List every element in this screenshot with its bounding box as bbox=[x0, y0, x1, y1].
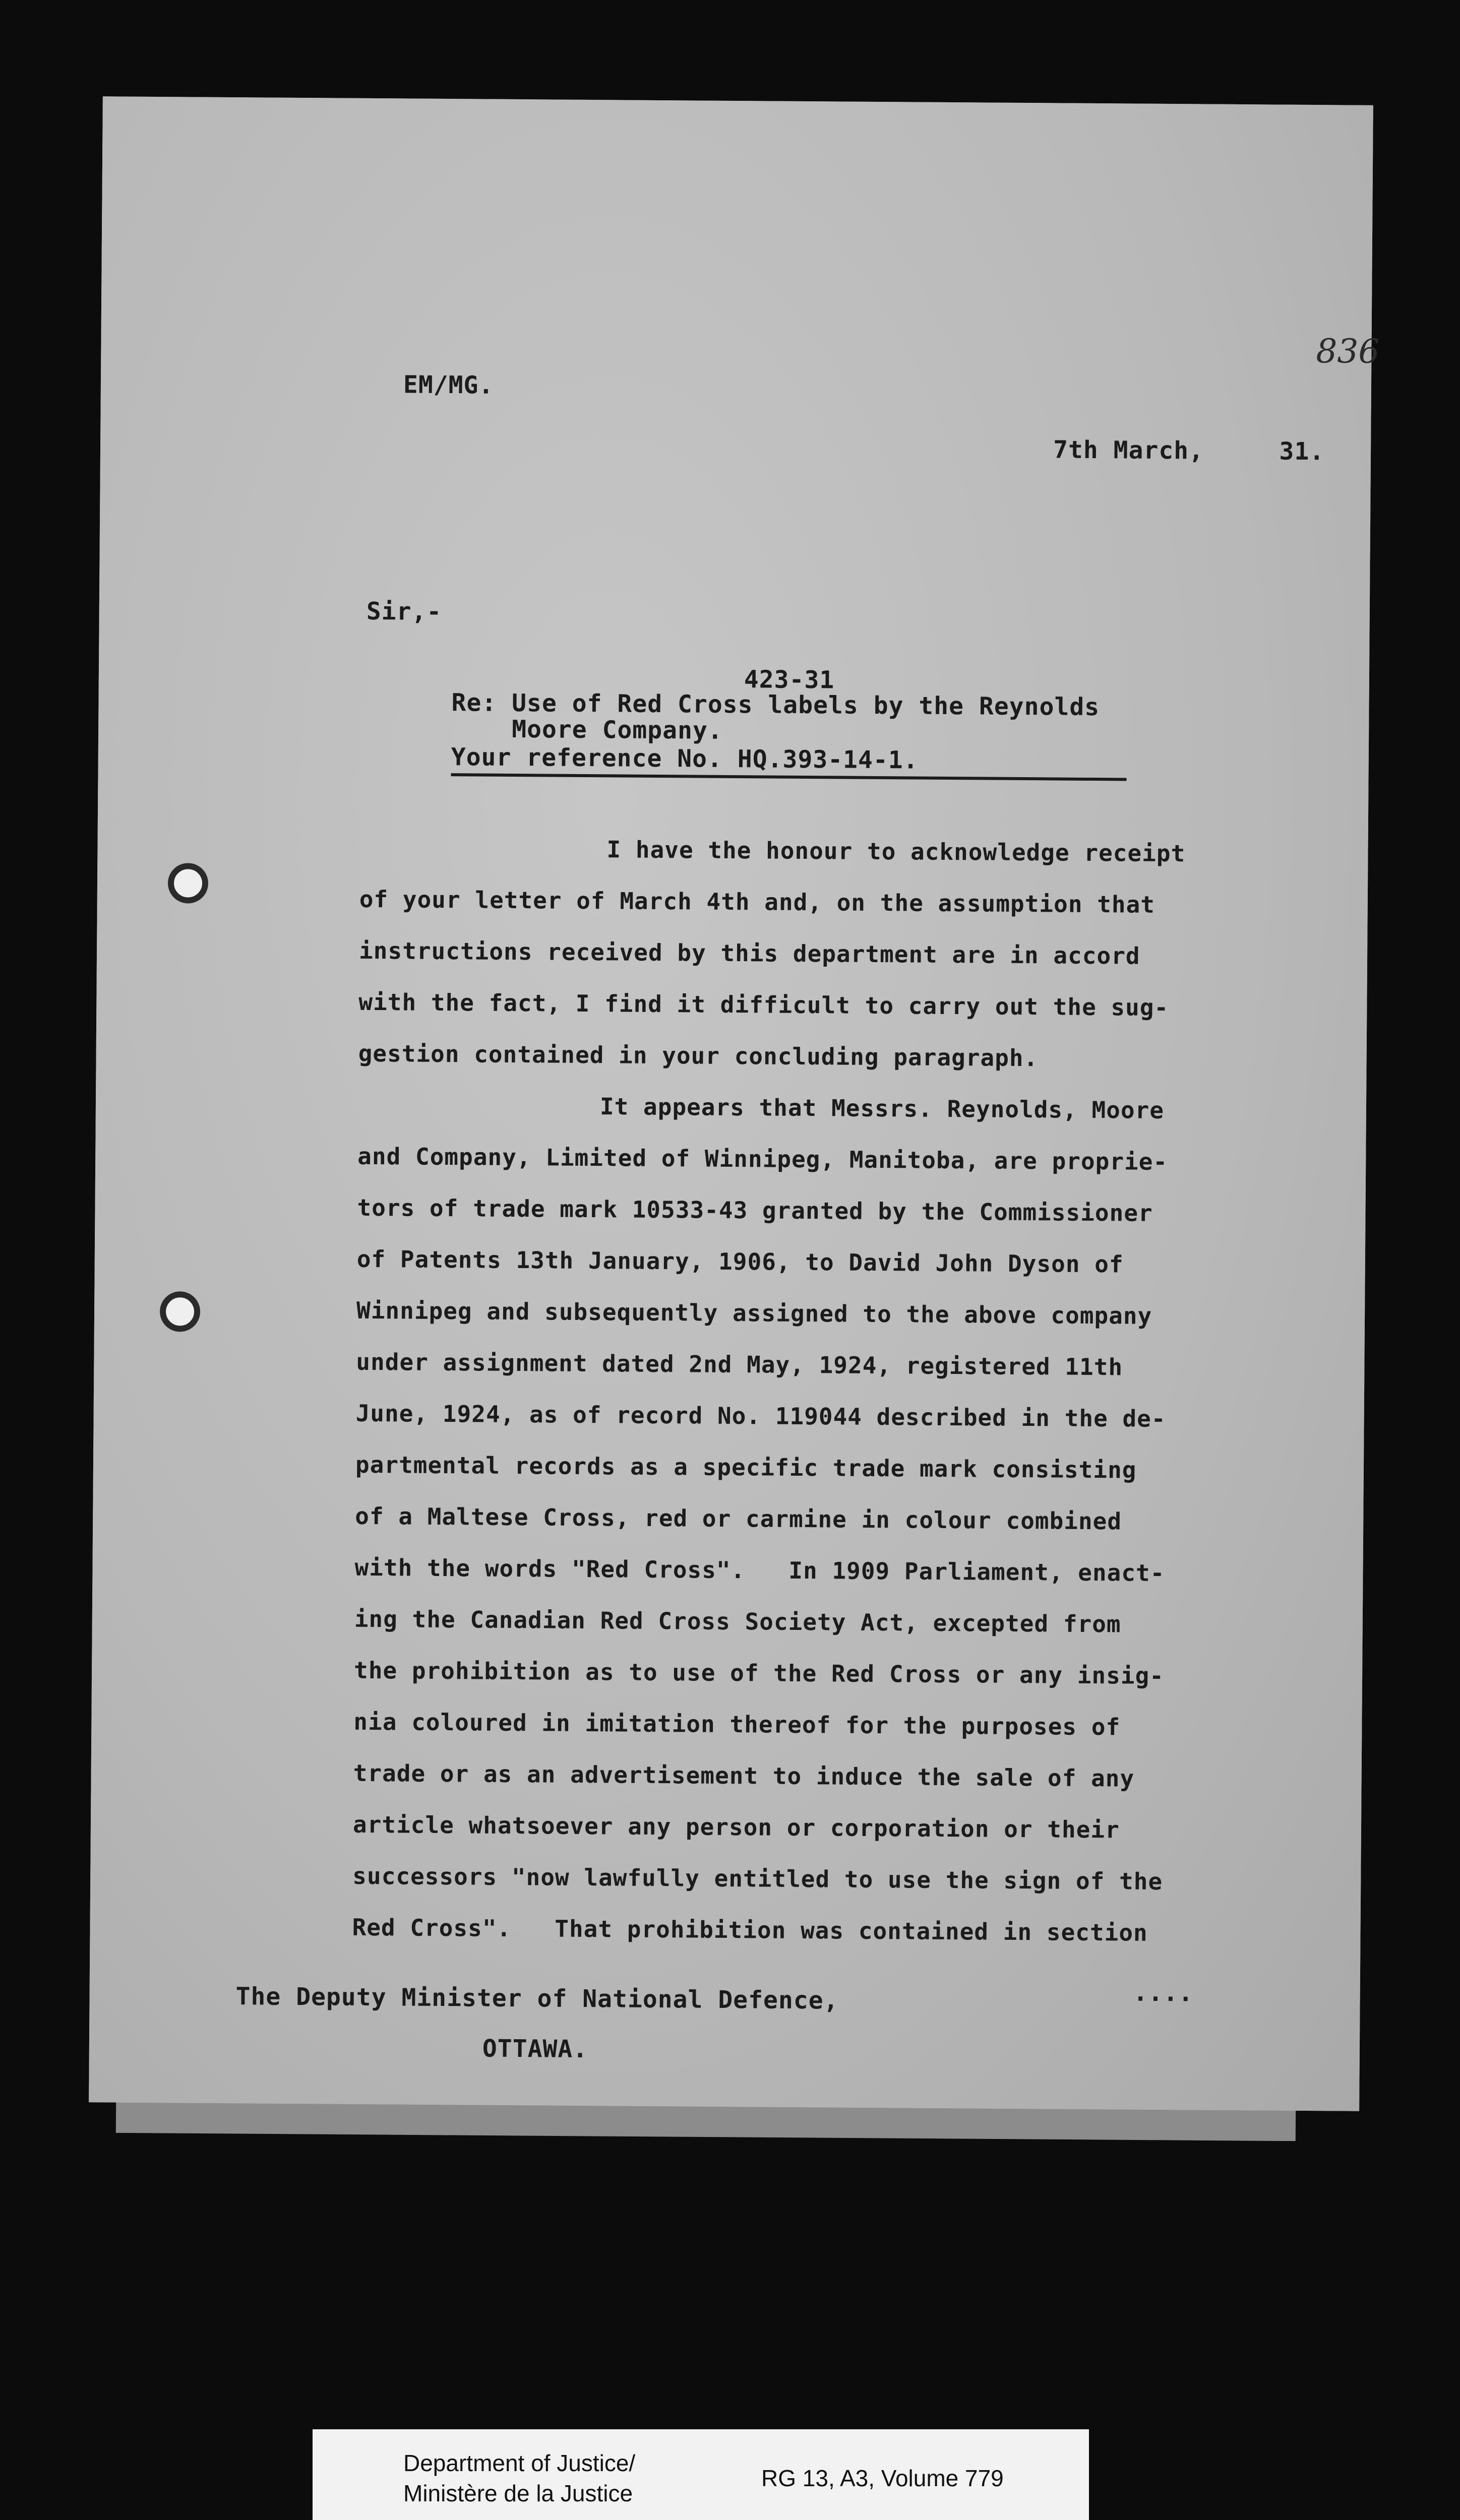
salutation: Sir,- bbox=[366, 597, 442, 626]
body-line: under assignment dated 2nd May, 1924, registered 11th bbox=[356, 1348, 1123, 1381]
addressee-line-1: The Deputy Minister of National Defence, bbox=[235, 1982, 839, 2015]
body-line: with the words "Red Cross". In 1909 Parliament, enact- bbox=[354, 1553, 1165, 1587]
subject-line-3: Your reference No. HQ.393-14-1. bbox=[451, 743, 919, 775]
body-line: Red Cross". That prohibition was contained in section bbox=[352, 1913, 1148, 1946]
punch-hole-bottom bbox=[160, 1291, 201, 1332]
body-line: the prohibition as to use of the Red Cross or any insig- bbox=[353, 1656, 1165, 1690]
letter-date: 7th March, 31. bbox=[1053, 435, 1325, 466]
body-line: with the fact, I find it difficult to carry out the sug- bbox=[358, 988, 1169, 1022]
department-line-1: Department of Justice/ bbox=[403, 2450, 636, 2476]
body-line: I have the honour to acknowledge receipt bbox=[606, 836, 1186, 867]
continuation-marker: .... bbox=[1133, 1978, 1194, 2007]
body-line: article whatsoever any person or corporation or their bbox=[352, 1810, 1120, 1844]
archive-reference-label bbox=[313, 2429, 1089, 2520]
letter-page bbox=[89, 96, 1380, 2111]
body-line: nia coloured in imitation thereof for the purposes of bbox=[353, 1708, 1121, 1741]
body-line: trade or as an advertisement to induce the sale of any bbox=[353, 1759, 1135, 1792]
addressee-line-2: OTTAWA. bbox=[482, 2034, 588, 2064]
body-line: It appears that Messrs. Reynolds, Moore bbox=[599, 1093, 1165, 1124]
body-line: successors "now lawfully entitled to use the sign of the bbox=[352, 1862, 1163, 1896]
department-line-2: Ministère de la Justice bbox=[403, 2480, 633, 2506]
file-number: 423-31 bbox=[744, 665, 835, 695]
subject-line-2: Moore Company. bbox=[511, 715, 723, 745]
punch-hole-top bbox=[168, 863, 209, 904]
subject-line-1: Re: Use of Red Cross labels by the Reynolds bbox=[451, 688, 1100, 722]
body-line: of your letter of March 4th and, on the assumption that bbox=[359, 885, 1155, 918]
body-line: tors of trade mark 10533-43 granted by the Commissioner bbox=[357, 1193, 1153, 1227]
body-line: instructions received by this department are in accord bbox=[358, 936, 1140, 970]
body-line: of Patents 13th January, 1906, to David John Dyson of bbox=[356, 1245, 1124, 1278]
folio-number: 836 bbox=[1316, 332, 1380, 371]
record-group-reference: RG 13, A3, Volume 779 bbox=[761, 2465, 1004, 2491]
body-line: and Company, Limited of Winnipeg, Manitoba, are proprie- bbox=[357, 1142, 1168, 1176]
body-line: June, 1924, as of record No. 119044 described in the de- bbox=[355, 1399, 1166, 1433]
body-line: Winnipeg and subsequently assigned to the above company bbox=[356, 1296, 1152, 1330]
body-line: of a Maltese Cross, red or carmine in colour combined bbox=[355, 1502, 1122, 1535]
subject-underline bbox=[451, 773, 1127, 781]
reference-initials: EM/MG. bbox=[403, 370, 494, 400]
body-line: gestion contained in your concluding paragraph. bbox=[358, 1039, 1039, 1072]
body-line: partmental records as a specific trade mark consisting bbox=[355, 1451, 1137, 1484]
body-line: ing the Canadian Red Cross Society Act, excepted from bbox=[354, 1605, 1121, 1638]
